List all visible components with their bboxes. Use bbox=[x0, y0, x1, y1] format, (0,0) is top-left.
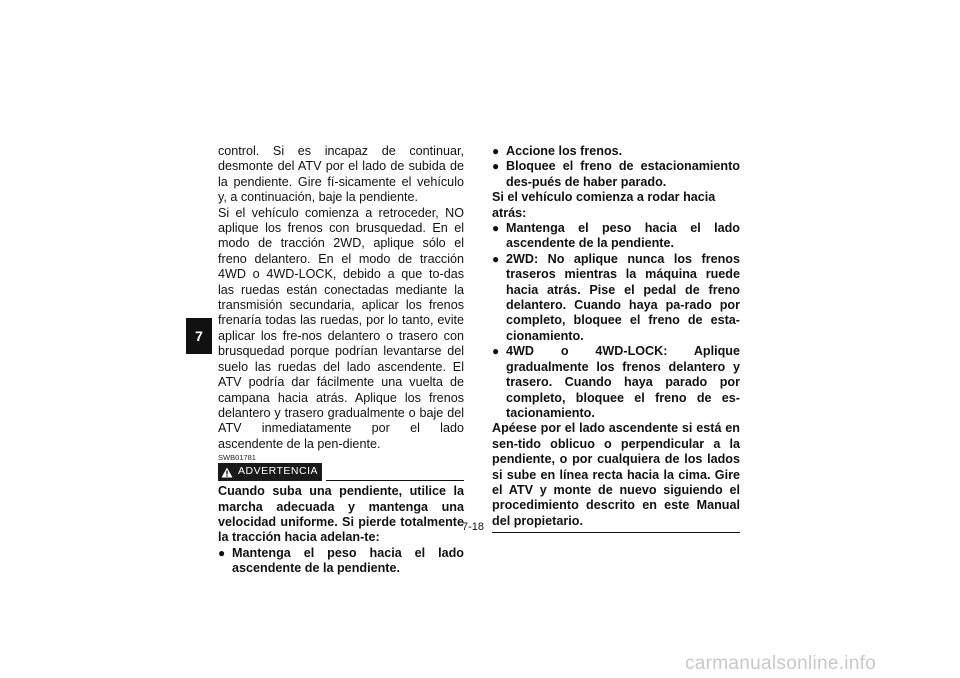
list-item-text: 2WD: No aplique nunca los frenos traseros mientras la máquina ruede hacia atrás. Pise el pedal de freno delantero. Cuando haya pa-rado por completo, bloquee el freno de esta-cionamiento. bbox=[506, 251, 740, 343]
list-item bbox=[492, 144, 740, 159]
list-item-text: Mantenga el peso hacia el lado ascendente de la pendiente. bbox=[232, 545, 464, 576]
bullet-icon: ● bbox=[492, 144, 500, 158]
chapter-tab: 7 bbox=[186, 318, 212, 354]
bullet-icon: ● bbox=[218, 545, 226, 560]
bullet-icon: ● bbox=[492, 159, 500, 174]
closing-paragraph: Apéese por el lado ascendente si está en sen-tido oblicuo o perpendicular a la pendiente, o por cualquiera de los lados si sube en línea recta hacia la cima. Gire el ATV y monte de nuevo siguiendo el procedimiento descrito en este Manual del propietario. bbox=[492, 421, 740, 528]
bullet-icon: ● bbox=[492, 251, 500, 266]
watermark: carmanualsonline.info bbox=[685, 653, 877, 674]
bullet-icon: ● bbox=[492, 344, 500, 359]
warning-label: ADVERTENCIA bbox=[238, 465, 318, 478]
list-item-text: Accione los frenos. bbox=[506, 144, 623, 158]
warning-code: SWB01781 bbox=[218, 453, 256, 463]
left-column bbox=[218, 144, 464, 577]
list-item-text: Bloquee el freno de estacionamiento des-pués de haber parado. bbox=[506, 159, 740, 189]
section-heading: Si el vehículo comienza a rodar hacia atrás: bbox=[492, 190, 716, 220]
warning-text: Cuando suba una pendiente, utilice la marcha adecuada y mantenga una velocidad uniforme. Si pierde totalmente la tracción hacia adelan-te: bbox=[218, 484, 464, 545]
list-item bbox=[492, 159, 740, 190]
list-item-text: 4WD o 4WD-LOCK: Aplique gradualmente los frenos delantero y trasero. Cuando haya parado por completo, bloquee el freno de es-tacionamiento. bbox=[506, 344, 740, 420]
list-item bbox=[492, 344, 740, 421]
bullet-icon: ● bbox=[492, 221, 500, 236]
list-item bbox=[492, 252, 740, 344]
warning-header bbox=[218, 463, 464, 481]
paragraph-continue: control. Si es incapaz de continuar, desmonte del ATV por el lado de subida de la pendiente. Gire fí-sicamente el vehículo y, a continuación, baje la pendiente. bbox=[218, 144, 464, 205]
section-end-rule bbox=[492, 532, 740, 533]
warning-triangle-icon bbox=[221, 467, 233, 478]
list-item-text: Mantenga el peso hacia el lado ascendente de la pendiente. bbox=[506, 221, 740, 251]
paragraph-retroceder: Si el vehículo comienza a retroceder, NO aplique los frenos con brusquedad. En el modo de tracción 2WD, aplique sólo el freno delantero. En el modo de tracción 4WD o 4WD-LOCK, debido a que to-das las ruedas están conectadas mediante la transmisión secundaria, aplicar los frenos frenaría todas las ruedas, por lo tanto, evite aplicar los fre-nos delantero o trasero con brusquedad porque podrían levantarse del suelo las ruedas del lado ascendente. El ATV podría dar fácilmente una vuelta de campana hacia atrás. Aplique los frenos delantero y trasero gradualmente o baje del ATV inmediatamente por el lado ascendente de la pen-diente. bbox=[218, 205, 464, 451]
warning-rule bbox=[326, 480, 464, 481]
list-item bbox=[218, 546, 464, 577]
list-item bbox=[492, 221, 740, 252]
page-number: 7-18 bbox=[462, 521, 485, 533]
right-column bbox=[492, 144, 740, 533]
warning-badge bbox=[218, 463, 322, 481]
